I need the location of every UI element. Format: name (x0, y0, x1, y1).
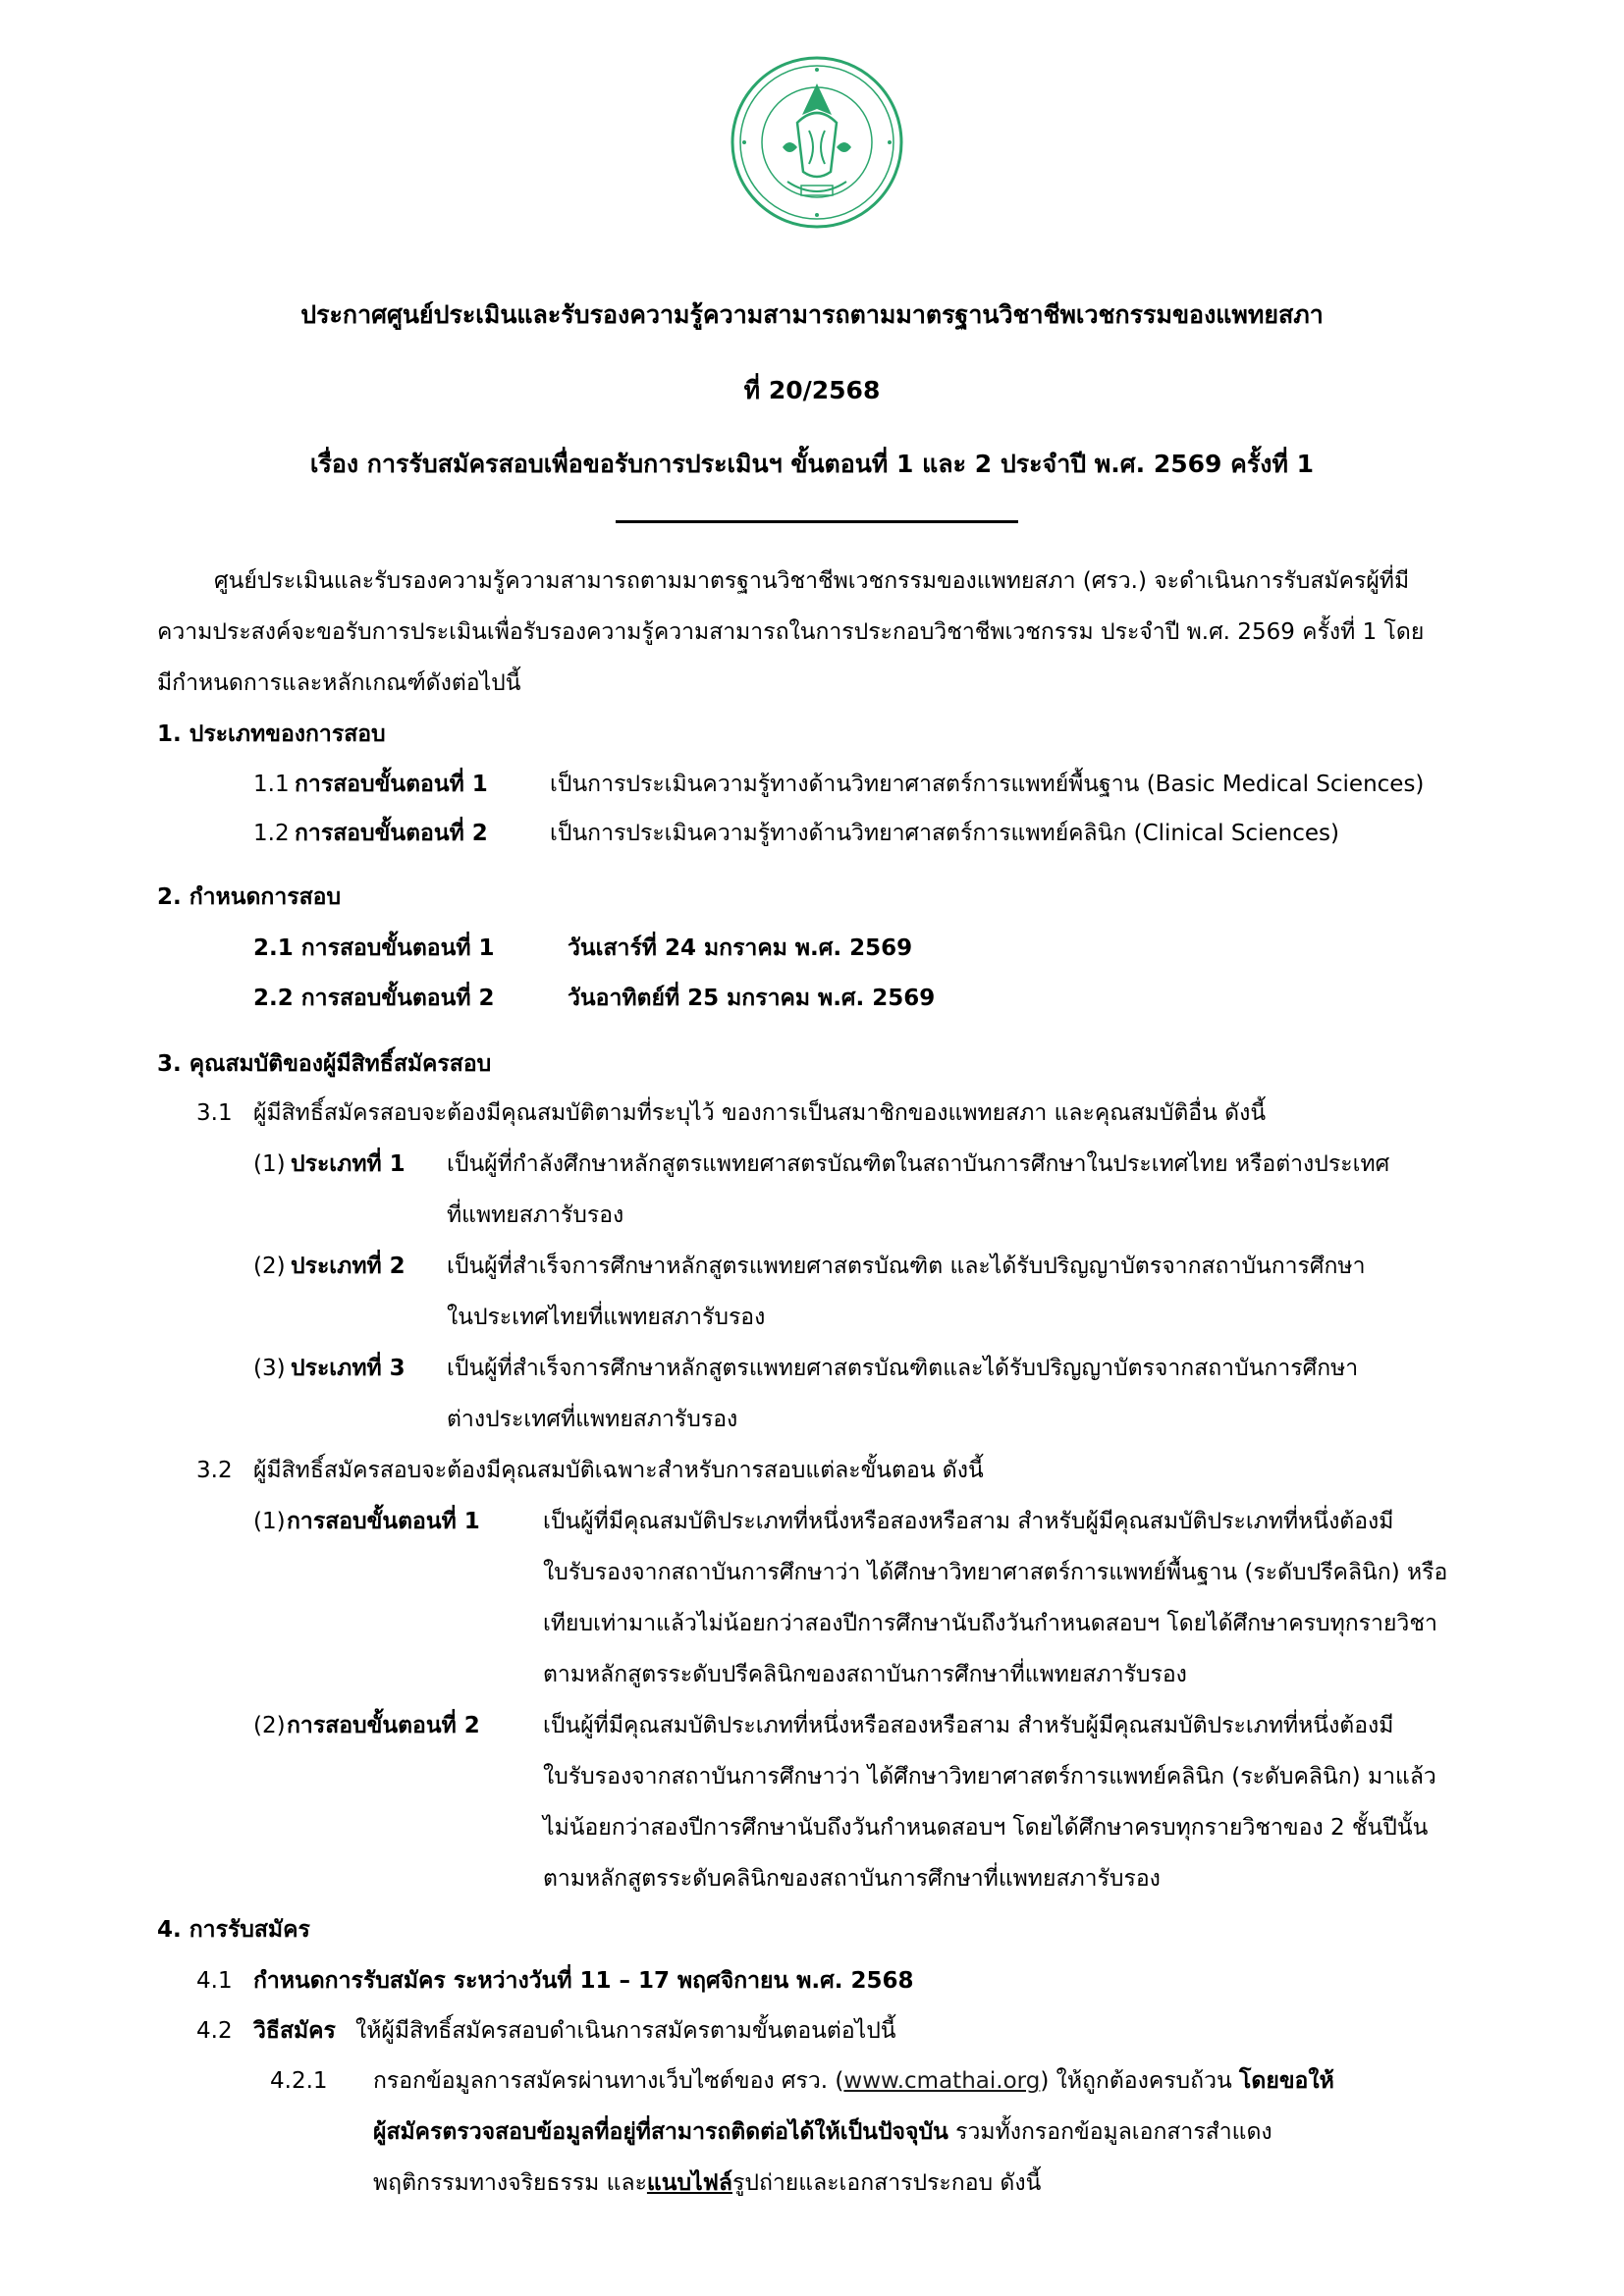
header-divider (616, 520, 1018, 523)
s1-item-1-label: การสอบขั้นตอนที่ 1 (295, 772, 488, 797)
announcement-number: ที่ 20/2568 (743, 376, 881, 404)
s2-item-1-date: วันเสาร์ที่ 24 มกราคม พ.ศ. 2569 (568, 935, 913, 961)
s2-item-2-date: วันอาทิตย์ที่ 25 มกราคม พ.ศ. 2569 (568, 986, 936, 1011)
s3-para-1-number: 3.1 (196, 1100, 233, 1126)
s4-para-1-number: 4.1 (196, 1968, 233, 1994)
s4-step-line-1-b: ) ให้ถูกต้องครบถ้วน (1040, 2068, 1232, 2094)
intro-line-1: ศูนย์ประเมินและรับรองความรู้ความสามารถตามมาตรฐานวิชาชีพเวชกรรมของแพทยสภา (ศรว.) จะดำเนินการรับสมัครผู้ที่มี (214, 568, 1410, 594)
s4-step-line-3-b: รูปถ่ายและเอกสารประกอบ ดังนี้ (732, 2170, 1042, 2196)
section-3-heading: 3. คุณสมบัติของผู้มีสิทธิ์สมัครสอบ (157, 1051, 492, 1077)
s2-item-2-label: 2.2 การสอบขั้นตอนที่ 2 (253, 986, 495, 1011)
s4-para-2-number: 4.2 (196, 2018, 233, 2044)
s3-exam-1-line-4: ตามหลักสูตรระดับปรีคลินิกของสถาบันการศึกษาที่แพทยสภารับรอง (543, 1662, 1187, 1687)
s3-type-1-line-2: ที่แพทยสภารับรอง (447, 1202, 624, 1228)
intro-line-2: ความประสงค์จะขอรับการประเมินเพื่อรับรองความรู้ความสามารถในการประกอบวิชาชีพเวชกรรม ประจำปี พ.ศ. 2569 ครั้งที่ 1 โดย (157, 619, 1425, 645)
s3-type-2-number: (2) (253, 1254, 286, 1279)
s3-type-3-label: ประเภทที่ 3 (291, 1356, 406, 1381)
announcement-title: ประกาศศูนย์ประเมินและรับรองความรู้ความสามารถตามมาตรฐานวิชาชีพเวชกรรมของแพทยสภา (300, 300, 1324, 329)
s4-step-line-2 (373, 2116, 1272, 2148)
s3-exam-1-label: การสอบขั้นตอนที่ 1 (287, 1509, 480, 1534)
s3-exam-1-line-1: เป็นผู้ที่มีคุณสมบัติประเภทที่หนึ่งหรือสองหรือสาม สำหรับผู้มีคุณสมบัติประเภทที่หนึ่งต้องมี (543, 1509, 1394, 1534)
s3-type-2-line-2: ในประเทศไทยที่แพทยสภารับรอง (447, 1305, 766, 1330)
s3-para-1-text: ผู้มีสิทธิ์สมัครสอบจะต้องมีคุณสมบัติตามที่ระบุไว้ ของการเป็นสมาชิกของแพทยสภา และคุณสมบัติอื่น ดังนี้ (253, 1100, 1267, 1126)
s2-item-1-label: 2.1 การสอบขั้นตอนที่ 1 (253, 935, 495, 961)
s3-exam-2-line-4: ตามหลักสูตรระดับคลินิกของสถาบันการศึกษาที่แพทยสภารับรอง (543, 1866, 1161, 1892)
s4-step-line-1-a: กรอกข้อมูลการสมัครผ่านทางเว็บไซต์ของ ศรว. ( (373, 2068, 844, 2094)
announcement-subject: เรื่อง การรับสมัครสอบเพื่อขอรับการประเมินฯ ขั้นตอนที่ 1 และ 2 ประจำปี พ.ศ. 2569 ครั้งที่ 1 (309, 450, 1315, 478)
s1-item-2-number: 1.2 (253, 821, 290, 846)
s3-exam-1-number: (1) (253, 1509, 286, 1534)
s3-type-3-line-1: เป็นผู้ที่สำเร็จการศึกษาหลักสูตรแพทยศาสตรบัณฑิตและได้รับปริญญาบัตรจากสถาบันการศึกษา (447, 1356, 1359, 1381)
cmathai-website-link[interactable]: www.cmathai.org (843, 2068, 1041, 2094)
section-4-heading: 4. การรับสมัคร (157, 1917, 310, 1943)
s4-step-line-3 (373, 2167, 1041, 2199)
section-1-heading: 1. ประเภทของการสอบ (157, 721, 386, 747)
s4-step-line-2-b: รวมทั้งกรอกข้อมูลเอกสารสำแดง (955, 2119, 1272, 2145)
s4-para-1-text: กำหนดการรับสมัคร ระหว่างวันที่ 11 – 17 พฤศจิกายน พ.ศ. 2568 (253, 1968, 914, 1994)
s1-item-2-label: การสอบขั้นตอนที่ 2 (295, 821, 488, 846)
s3-para-2-number: 3.2 (196, 1458, 233, 1483)
s3-type-1-line-1: เป็นผู้ที่กำลังศึกษาหลักสูตรแพทยศาสตรบัณฑิตในสถาบันการศึกษาในประเทศไทย หรือต่างประเทศ (447, 1151, 1390, 1177)
s1-item-1-text: เป็นการประเมินความรู้ทางด้านวิทยาศาสตร์การแพทย์พื้นฐาน (Basic Medical Sciences) (550, 772, 1425, 797)
intro-line-3: มีกำหนดการและหลักเกณฑ์ดังต่อไปนี้ (157, 670, 521, 696)
s3-exam-2-line-3: ไม่น้อยกว่าสองปีการศึกษานับถึงวันกำหนดสอบฯ โดยได้ศึกษาครบทุกรายวิชาของ 2 ชั้นปีนั้น (543, 1815, 1429, 1841)
section-2-heading: 2. กำหนดการสอบ (157, 884, 342, 910)
s4-step-line-1-bold: โดยขอให้ (1239, 2068, 1334, 2094)
s3-para-2-text: ผู้มีสิทธิ์สมัครสอบจะต้องมีคุณสมบัติเฉพาะสำหรับการสอบแต่ละขั้นตอน ดังนี้ (253, 1458, 984, 1483)
s1-item-1-number: 1.1 (253, 772, 290, 797)
s3-type-1-label: ประเภทที่ 1 (291, 1151, 406, 1177)
s4-step-line-1 (373, 2065, 1334, 2097)
s4-step-line-2-bold: ผู้สมัครตรวจสอบข้อมูลที่อยู่ที่สามารถติดต่อได้ให้เป็นปัจจุบัน (373, 2119, 948, 2145)
s4-para-2-text: ให้ผู้มีสิทธิ์สมัครสอบดำเนินการสมัครตามขั้นตอนต่อไปนี้ (355, 2018, 896, 2044)
s3-exam-2-line-2: ใบรับรองจากสถาบันการศึกษาว่า ได้ศึกษาวิทยาศาสตร์การแพทย์คลินิก (ระดับคลินิก) มาแล้ว (543, 1764, 1436, 1789)
s4-step-line-3-a: พฤติกรรมทางจริยธรรม และ (373, 2170, 647, 2196)
s1-item-2-text: เป็นการประเมินความรู้ทางด้านวิทยาศาสตร์การแพทย์คลินิก (Clinical Sciences) (550, 821, 1339, 846)
s3-type-1-number: (1) (253, 1151, 286, 1177)
s3-exam-1-line-2: ใบรับรองจากสถาบันการศึกษาว่า ได้ศึกษาวิทยาศาสตร์การแพทย์พื้นฐาน (ระดับปรีคลินิก) หรือ (543, 1560, 1448, 1585)
s3-type-2-label: ประเภทที่ 2 (291, 1254, 406, 1279)
s4-step-number: 4.2.1 (270, 2068, 328, 2094)
s3-exam-2-label: การสอบขั้นตอนที่ 2 (287, 1713, 480, 1738)
s3-type-3-line-2: ต่างประเทศที่แพทยสภารับรอง (447, 1407, 738, 1432)
s3-exam-1-line-3: เทียบเท่ามาแล้วไม่น้อยกว่าสองปีการศึกษานับถึงวันกำหนดสอบฯ โดยได้ศึกษาครบทุกรายวิชา (543, 1611, 1437, 1636)
s4-para-2-label: วิธีสมัคร (253, 2018, 336, 2044)
s3-exam-2-number: (2) (253, 1713, 286, 1738)
s3-type-3-number: (3) (253, 1356, 286, 1381)
s3-exam-2-line-1: เป็นผู้ที่มีคุณสมบัติประเภทที่หนึ่งหรือสองหรือสาม สำหรับผู้มีคุณสมบัติประเภทที่หนึ่งต้องมี (543, 1713, 1394, 1738)
s3-type-2-line-1: เป็นผู้ที่สำเร็จการศึกษาหลักสูตรแพทยศาสตรบัณฑิต และได้รับปริญญาบัตรจากสถาบันการศึกษา (447, 1254, 1366, 1279)
s4-step-line-3-underline: แนบไฟล์ (646, 2170, 733, 2196)
medical-council-seal-icon (729, 54, 905, 231)
